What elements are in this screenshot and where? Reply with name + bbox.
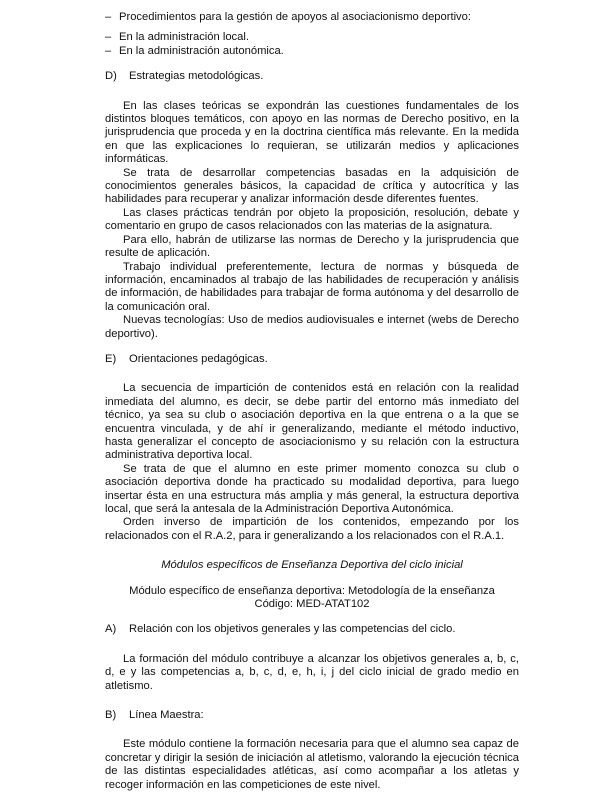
- section-letter: B): [105, 709, 117, 722]
- section-heading-b: [105, 709, 519, 722]
- dash-item-text: En la administración local.: [119, 31, 249, 44]
- paragraph-secuencia-contenidos: La secuencia de impartición de contenidos está en relación con la realidad inmediata del alumno, es decir, se debe partir del entorno más inmediato del técnico, ya sea su club o asociación deportiva en la que entrena o a la que se encuentra vinculada, y de ahí ir generalizando, mediante el método inductivo, hasta generalizar el concepto de asociacionismo y su relación con la estructura administrativa deportiva local.: [105, 382, 519, 462]
- section-letter: A): [105, 623, 117, 636]
- modules-heading: Módulos específicos de Enseñanza Deportiva del ciclo inicial: [161, 559, 463, 572]
- section-letter: E): [105, 352, 117, 365]
- paragraph-orden-inverso: Orden inverso de impartición de los contenidos, empezando por los relacionados con el R.A.2, para ir generalizando a los relacionados con el R.A.1.: [105, 516, 519, 542]
- paragraph-clases-practicas: Las clases prácticas tendrán por objeto la proposición, resolución, debate y comentario en grupo de casos relacionados con las materias de la asignatura.: [105, 206, 519, 233]
- dash-item-text: En la administración autonómica.: [119, 44, 284, 57]
- paragraph-formacion-modulo: La formación del módulo contribuye a alcanzar los objetivos generales a, b, c, d, e y las competencias a, b, c, d, e, h, i, j del ciclo inicial de grado medio en atletismo.: [105, 652, 519, 692]
- section-title: Estrategias metodológicas.: [129, 70, 264, 83]
- section-heading-e: [105, 353, 519, 366]
- section-title: Línea Maestra:: [129, 709, 204, 722]
- dash-item-gestion-apoyos: [105, 11, 519, 24]
- paragraph-normas-derecho: Para ello, habrán de utilizarse las normas de Derecho y la jurisprudencia que resulte de aplicación.: [105, 233, 519, 260]
- dash-marker: –: [105, 31, 112, 44]
- paragraph-competencias: Se trata de desarrollar competencias basadas en la adquisición de conocimientos generales básicos, la capacidad de crítica y autocrítica y las habilidades para recuperar y analizar información desde diferentes fuentes.: [105, 166, 519, 206]
- dash-item-text: Procedimientos para la gestión de apoyos al asociacionismo deportivo:: [119, 11, 471, 23]
- paragraph-clases-teoricas: En las clases teóricas se expondrán las cuestiones fundamentales de los distintos bloques temáticos, con apoyo en las normas de Derecho positivo, en la jurisprudencia que proceda y en la doctrina científica más relevante. En la medida en que las explicaciones lo requieran, se utilizarán medios y aplicaciones informáticas.: [105, 99, 519, 166]
- section-letter: D): [105, 70, 117, 83]
- section-title: Relación con los objetivos generales y las competencias del ciclo.: [129, 623, 456, 636]
- module-code: Código: MED-ATAT102: [254, 598, 370, 611]
- dash-item-admin-autonomica: [105, 45, 519, 58]
- section-heading-d: [105, 70, 519, 83]
- paragraph-nuevas-tecnologias: Nuevas tecnologías: Uso de medios audiovisuales e internet (webs de Derecho deportivo).: [105, 314, 519, 340]
- paragraph-trabajo-individual: Trabajo individual preferentemente, lectura de normas y búsqueda de información, encaminados al trabajo de las habilidades de recuperación y análisis de información, de habilidades para trabajar de forma autónoma y del desarrollo de la comunicación oral.: [105, 260, 519, 313]
- dash-item-admin-local: [105, 31, 519, 44]
- section-title: Orientaciones pedagógicas.: [129, 352, 268, 365]
- dash-marker: –: [105, 11, 112, 23]
- section-heading-a: [105, 623, 519, 636]
- document-page: [105, 11, 519, 792]
- module-title: Módulo específico de enseñanza deportiva: Metodología de la enseñanza: [129, 584, 495, 597]
- dash-marker: –: [105, 44, 112, 57]
- paragraph-primer-momento: Se trata de que el alumno en este primer momento conozca su club o asociación deportiva donde ha practicado su modalidad deportiva, para luego insertar ésta en una estructura más amplia y más general, la estructura deportiva local, que será la antesala de la Administración Deportiva Autonómica.: [105, 462, 519, 515]
- paragraph-linea-maestra: Este módulo contiene la formación necesaria para que el alumno sea capaz de concretar y dirigir la sesión de iniciación al atletismo, valorando la ejecución técnica de las distintas especialidades atléticas, así como acompañar a los atletas y recoger información en las competiciones de este nivel.: [105, 738, 519, 791]
